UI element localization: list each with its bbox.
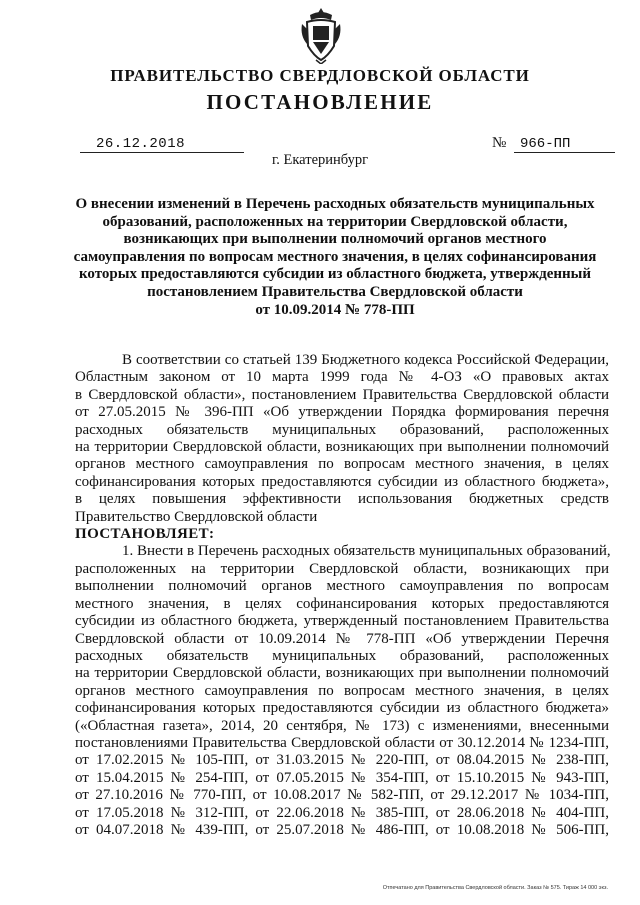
item-1-line: выполнении полномочий органов местного самоуправления по вопросам	[75, 578, 609, 595]
item-1-line: расположенных на территории Свердловской области, возникающих при	[75, 560, 609, 577]
item-1-line: Свердловской области от 10.09.2014 № 778-ПП «Об утверждении Перечня	[75, 630, 609, 647]
item-1-line: софинансирования которых предоставляются субсидии из областного бюджета»	[75, 700, 609, 717]
title-line: образований, расположенных на территории Свердловской области,	[102, 213, 568, 230]
item-1-paragraph	[75, 543, 609, 839]
preamble-line: Областным законом от 10 марта 1999 года № 4-ОЗ «О правовых актах	[75, 369, 609, 386]
title-line: от 10.09.2014 № 778-ПП	[255, 301, 415, 318]
preamble-line: расходных обязательств муниципальных образований, расположенных	[75, 421, 609, 438]
item-1-line: от 17.05.2018 № 312-ПП, от 22.06.2018 № 385-ПП, от 28.06.2018 № 404-ПП,	[75, 804, 609, 821]
resolve-heading: ПОСТАНОВЛЯЕТ:	[75, 526, 215, 543]
title-line: постановлением Правительства Свердловской области	[147, 283, 523, 300]
coat-of-arms-icon	[298, 6, 344, 64]
print-footer: Отпечатано для Правительства Свердловской области. Заказ № 575. Тираж 14 000 экз.	[382, 885, 608, 891]
preamble-line: Правительство Свердловской области	[75, 508, 318, 525]
item-1-line: субсидии из областного бюджета, утвержденный постановлением Правительства	[75, 613, 609, 630]
city-name: г. Екатеринбург	[271, 152, 369, 168]
item-1-line: 1. Внести в Перечень расходных обязательств муниципальных образований,	[122, 543, 611, 560]
item-1-line: («Областная газета», 2014, 20 сентября, № 173) с изменениями, внесенными	[75, 717, 609, 734]
preamble-line: в целях повышения эффективности использования бюджетных средств	[75, 491, 609, 508]
item-1-line: постановлениями Правительства Свердловской области от 30.12.2014 № 1234-ПП,	[75, 734, 609, 751]
title-line: которых предоставляются субсидии из областного бюджета, утвержденный	[78, 266, 592, 283]
item-1-line: органов местного самоуправления по вопросам местного значения, в целях	[75, 682, 609, 699]
item-1-line: местного значения, в целях софинансирования которых предоставляются	[75, 595, 609, 612]
title-line: О внесении изменений в Перечень расходных обязательств муниципальных	[75, 196, 595, 212]
document-body	[75, 352, 609, 839]
document-number: 966-ПП	[514, 136, 615, 153]
preamble-line: в Свердловской области», постановлением Правительства Свердловской области	[75, 386, 609, 403]
organization-name: ПРАВИТЕЛЬСТВО СВЕРДЛОВСКОЙ ОБЛАСТИ	[110, 66, 530, 85]
item-1-line: расходных обязательств муниципальных образований, расположенных	[75, 647, 609, 664]
item-1-line: от 27.10.2016 № 770-ПП, от 10.08.2017 № 582-ПП, от 29.12.2017 № 1034-ПП,	[75, 787, 609, 804]
item-1-line: на территории Свердловской области, возникающих при выполнении полномочий	[75, 665, 609, 682]
preamble-paragraph	[75, 352, 609, 526]
document-title	[62, 196, 608, 319]
item-1-line: от 15.04.2015 № 254-ПП, от 07.05.2015 № 354-ПП, от 15.10.2015 № 943-ПП,	[75, 769, 609, 786]
title-line: самоуправления по вопросам местного значения, в целях софинансирования	[73, 248, 597, 265]
item-1-line: от 17.02.2015 № 105-ПП, от 31.03.2015 № 220-ПП, от 08.04.2015 № 238-ПП,	[75, 752, 609, 769]
preamble-line: органов местного самоуправления по вопросам местного значения, в целях	[75, 456, 609, 473]
document-number-label: №	[492, 135, 507, 151]
title-line: возникающих при выполнении полномочий органов местного	[123, 231, 547, 248]
item-1-line: от 04.07.2018 № 439-ПП, от 25.07.2018 № 486-ПП, от 10.08.2018 № 506-ПП,	[75, 821, 609, 838]
preamble-line: В соответствии со статьей 139 Бюджетного кодекса Российской Федерации,	[122, 352, 609, 368]
preamble-line: от 27.05.2015 № 396-ПП «Об утверждении Порядка формирования перечня	[75, 404, 609, 421]
document-date: 26.12.2018	[80, 136, 244, 153]
preamble-line: софинансирования которых предоставляются субсидии из областного бюджета»,	[75, 473, 609, 490]
document-type: ПОСТАНОВЛЕНИЕ	[206, 90, 434, 114]
preamble-line: на территории Свердловской области, возникающих при выполнении полномочий	[75, 439, 609, 456]
